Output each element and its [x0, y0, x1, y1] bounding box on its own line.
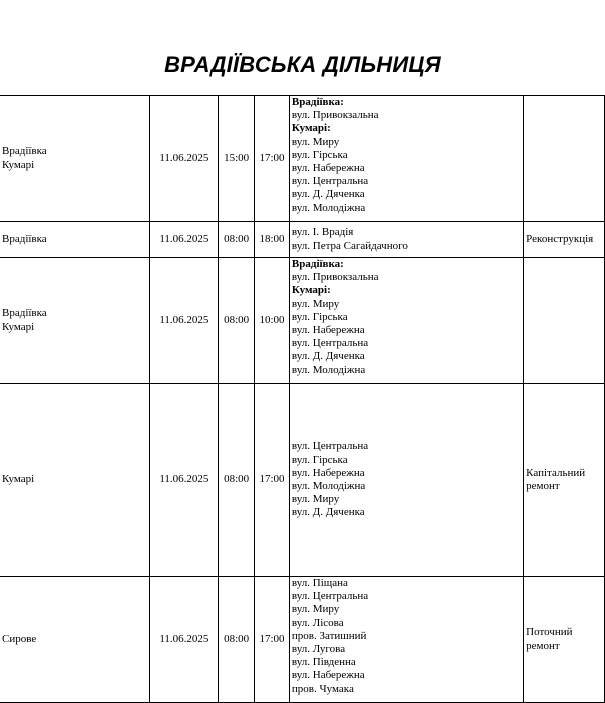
street-name: вул. Миру — [291, 297, 340, 310]
streets-cell — [289, 222, 523, 258]
streets-cell — [289, 258, 523, 384]
street-name: вул. Центральна — [291, 337, 369, 350]
settlement-name: Сирове — [2, 632, 37, 645]
date-cell: 11.06.2025 — [149, 258, 219, 384]
street-name: вул. Молодіжна — [291, 363, 366, 376]
end-time-cell: 17:00 — [255, 384, 290, 577]
start-time-cell: 08:00 — [219, 577, 255, 703]
street-name: вул. Молодіжна — [291, 480, 366, 492]
settlement-heading: Врадіївка: — [291, 96, 344, 108]
table-row — [0, 258, 605, 384]
end-time-cell: 18:00 — [255, 222, 290, 258]
street-name: вул. Центральна — [291, 440, 369, 453]
street-name: вул. Привокзальна — [291, 109, 379, 122]
street-name: пров. Чумака — [291, 682, 354, 695]
table-row — [0, 577, 605, 703]
settlement-name: Врадіївка — [2, 307, 47, 320]
street-name: вул. Набережна — [291, 466, 365, 479]
settlement-name: Врадіївка — [2, 145, 47, 158]
settlement-cell — [0, 258, 149, 384]
work-type-label: Капітальний — [526, 466, 586, 479]
street-name: вул. Гірська — [291, 310, 348, 323]
street-name: вул. Д. Дяченка — [291, 506, 365, 519]
street-name: вул. Лугова — [291, 643, 346, 656]
end-time-cell: 10:00 — [255, 258, 290, 384]
street-name: вул. Центральна — [291, 590, 369, 603]
settlement-cell — [0, 222, 149, 258]
settlement-name: Кумарі — [2, 158, 35, 171]
work-type-cell — [524, 384, 605, 577]
work-type-cell — [524, 222, 605, 258]
street-name: вул. Миру — [291, 603, 340, 616]
street-name: вул. Набережна — [291, 324, 365, 337]
street-name: вул. Д. Дяченка — [291, 188, 365, 201]
street-name: вул. Д. Дяченка — [291, 350, 365, 363]
street-name: пров. Затишний — [291, 629, 367, 642]
street-name: вул. Гірська — [291, 453, 348, 466]
settlement-heading: Кумарі: — [291, 122, 331, 135]
work-type-cell — [524, 577, 605, 703]
street-name: вул. Миру — [291, 493, 340, 506]
work-type-label: ремонт — [526, 639, 560, 652]
settlement-name: Кумарі — [2, 320, 35, 333]
start-time-cell: 08:00 — [219, 222, 255, 258]
settlement-name: Кумарі — [2, 473, 35, 486]
outage-schedule-table — [0, 95, 605, 703]
date-cell: 11.06.2025 — [149, 577, 219, 703]
work-type-cell — [524, 258, 605, 384]
end-time-cell: 17:00 — [255, 577, 290, 703]
street-name: вул. Молодіжна — [291, 201, 366, 214]
start-time-cell: 08:00 — [219, 258, 255, 384]
settlement-cell — [0, 577, 149, 703]
street-name: вул. Центральна — [291, 175, 369, 188]
street-name: вул. Миру — [291, 135, 340, 148]
settlement-cell — [0, 96, 149, 222]
page-title: ВРАДІЇВСЬКА ДІЛЬНИЦЯ — [164, 52, 441, 77]
street-name: вул. Набережна — [291, 669, 365, 682]
street-name: вул. Петра Сагайдачного — [291, 239, 408, 252]
end-time-cell: 17:00 — [255, 96, 290, 222]
settlement-heading: Врадіївка: — [291, 258, 344, 270]
street-name: вул. І. Врадія — [291, 226, 354, 239]
streets-cell — [289, 96, 523, 222]
streets-cell — [289, 577, 523, 703]
settlement-heading: Кумарі: — [291, 284, 331, 297]
date-cell: 11.06.2025 — [149, 96, 219, 222]
work-type-label: ремонт — [526, 480, 560, 492]
table-row — [0, 96, 605, 222]
street-name: вул. Піщана — [291, 577, 348, 589]
start-time-cell: 15:00 — [219, 96, 255, 222]
table-row — [0, 384, 605, 577]
street-name: вул. Лісова — [291, 616, 344, 629]
settlement-name: Врадіївка — [2, 232, 47, 245]
table-row — [0, 222, 605, 258]
street-name: вул. Набережна — [291, 162, 365, 175]
street-name: вул. Південна — [291, 656, 356, 669]
work-type-label: Реконструкція — [526, 232, 594, 245]
work-type-cell — [524, 96, 605, 222]
work-type-label: Поточний — [526, 626, 573, 639]
settlement-cell — [0, 384, 149, 577]
date-cell: 11.06.2025 — [149, 222, 219, 258]
streets-cell — [289, 384, 523, 577]
street-name: вул. Гірська — [291, 148, 348, 161]
date-cell: 11.06.2025 — [149, 384, 219, 577]
street-name: вул. Привокзальна — [291, 271, 379, 284]
start-time-cell: 08:00 — [219, 384, 255, 577]
